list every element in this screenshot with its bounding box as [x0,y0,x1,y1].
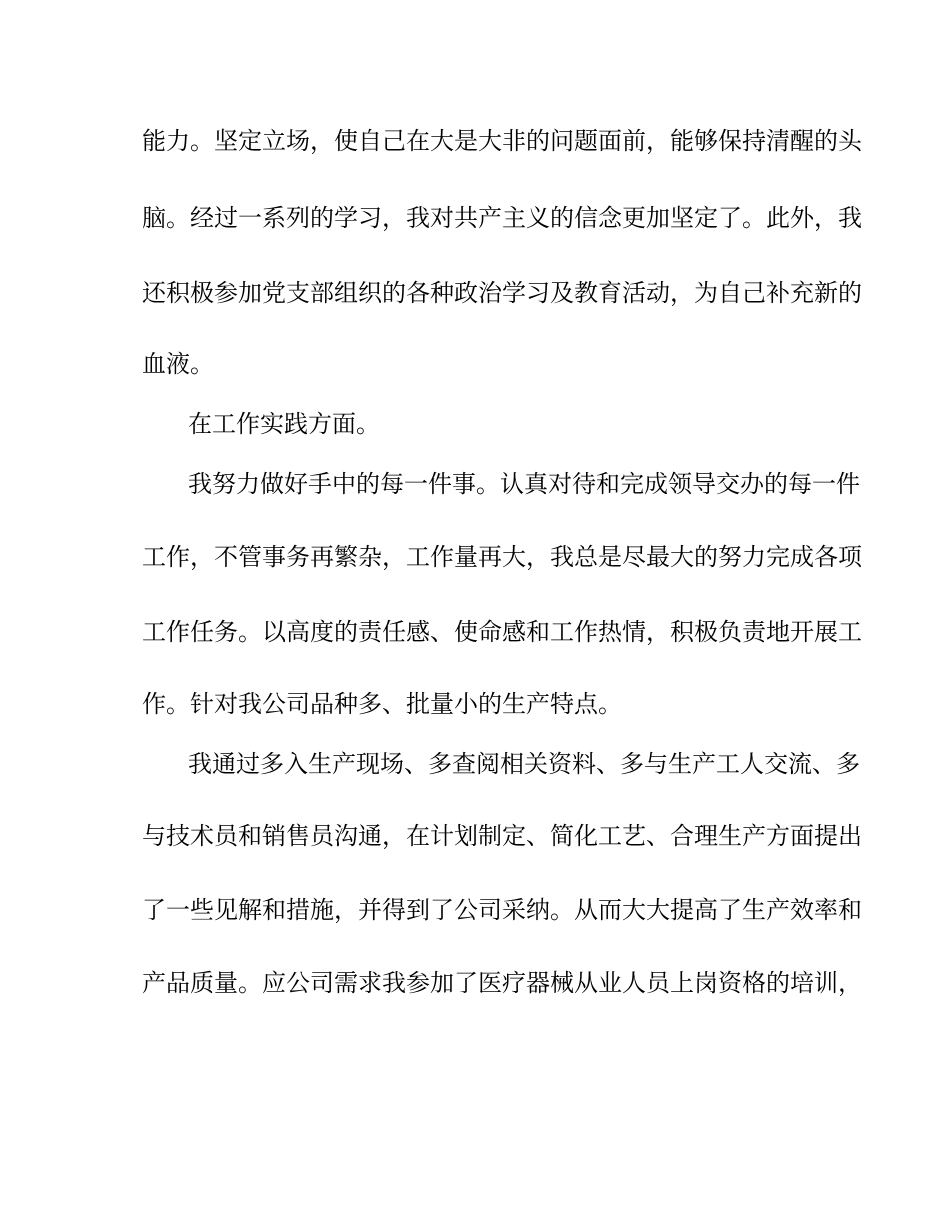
paragraph-line: 还积极参加党支部组织的各种政治学习及教育活动，为自己补充新的 [142,279,862,307]
paragraph-line: 了一些见解和措施，并得到了公司采纳。从而大大提高了生产效率和 [142,896,862,924]
paragraph-line: 工作任务。以高度的责任感、使命感和工作热情，积极负责地开展工 [142,618,862,646]
paragraph-line: 产品质量。应公司需求我参加了医疗器械从业人员上岗资格的培训， [142,969,862,997]
paragraph-line: 作。针对我公司品种多、批量小的生产特点。 [142,690,622,718]
paragraph-line: 脑。经过一系列的学习，我对共产主义的信念更加坚定了。此外，我 [142,204,862,232]
paragraph-line: 工作，不管事务再繁杂，工作量再大，我总是尽最大的努力完成各项 [142,543,862,571]
paragraph-line: 与技术员和销售员沟通，在计划制定、简化工艺、合理生产方面提出 [142,822,862,850]
paragraph-line: 我努力做好手中的每一件事。认真对待和完成领导交办的每一件 [188,470,860,498]
paragraph-line: 血液。 [142,350,214,378]
paragraph-line: 我通过多入生产现场、多查阅相关资料、多与生产工人交流、多 [188,750,860,778]
paragraph-line: 在工作实践方面。 [188,410,380,438]
paragraph-line: 能力。坚定立场，使自己在大是大非的问题面前，能够保持清醒的头 [142,127,862,155]
